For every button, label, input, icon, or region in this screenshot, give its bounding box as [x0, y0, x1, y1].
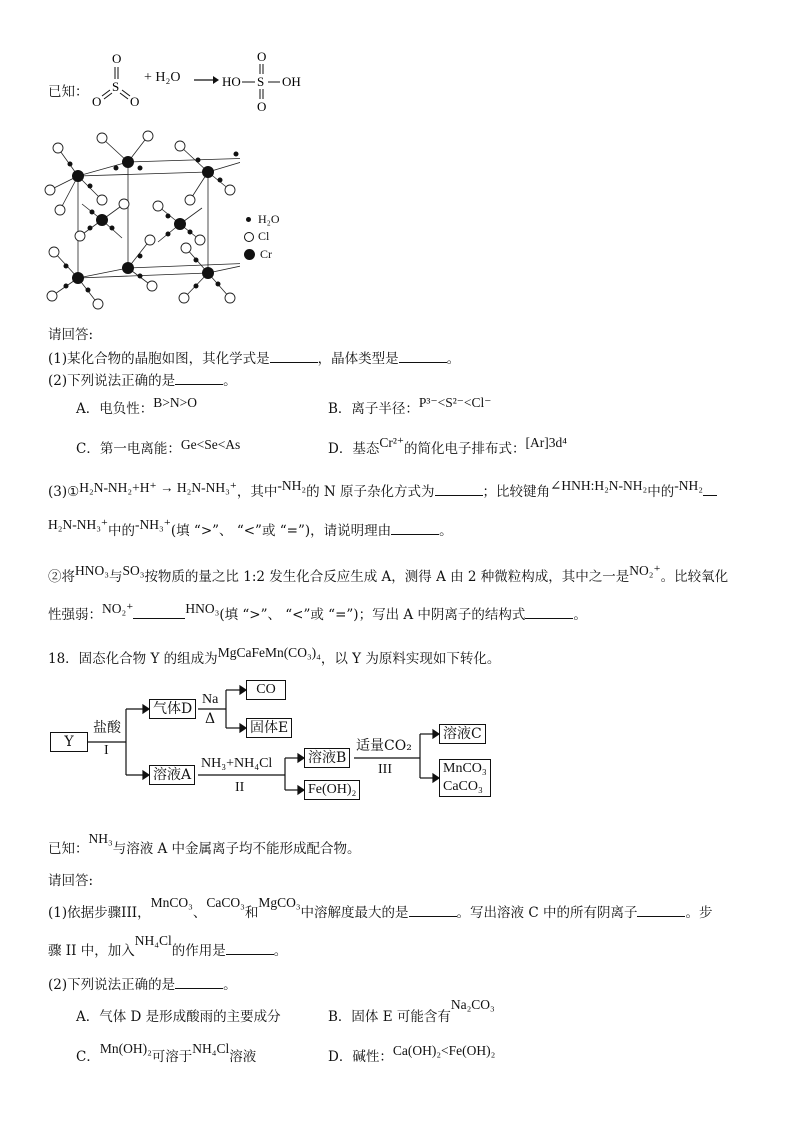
q17-part4-line2: 性强弱：NO₂⁺ HNO₃(填 “>”、 “<”或 “=”)；写出 A 中阴离子的结构式 。: [48, 601, 587, 623]
answer-blank[interactable]: [270, 350, 318, 363]
q18-part1-line1: (1)依据步骤III，MnCO₃、CaCO₃和MgCO₃中溶解度最大的是 。写出溶液 C 中的所有阴离子 。步: [48, 895, 713, 921]
q18-part1-line2: 骤 II 中，加入NH₄Cl的作用是 。: [48, 933, 288, 959]
node-solution-b: 溶液B: [304, 748, 350, 768]
label-co2: 适量CO₂: [356, 738, 412, 754]
legend-cr: Cr: [260, 247, 272, 261]
legend-h2o: H₂O: [258, 212, 280, 226]
q17-part4-line1: ②将HNO₃与SO₃按物质的量之比 1:2 发生化合反应生成 A，测得 A 由 2 种微粒构成，其中之一是NO₂⁺。比较氧化: [48, 563, 729, 585]
crystal-legend: [244, 212, 304, 262]
q18-option-d[interactable]: D．碱性：Ca(OH)₂<Fe(OH)₂: [328, 1043, 496, 1065]
node-co: CO: [246, 680, 286, 700]
cr-marker-icon: [244, 249, 255, 260]
label-na: Na: [202, 692, 219, 707]
q17-part2: (2)下列说法正确的是 。: [48, 373, 237, 389]
answer-blank[interactable]: [399, 350, 447, 363]
h2so4-structure: [222, 48, 312, 114]
q18-known: 已知：NH₃与溶液 A 中金属离子均不能形成配合物。: [48, 831, 361, 857]
atom-o-top: O: [257, 49, 267, 64]
answer-blank[interactable]: [133, 606, 185, 619]
label-delta: Δ: [205, 711, 216, 727]
q18-option-b[interactable]: B．固体 E 可能含有Na₂CO₃: [328, 997, 495, 1025]
precipitate-mnco3: MnCO₃: [443, 761, 487, 776]
answer-blank[interactable]: [525, 606, 573, 619]
node-precipitate: [439, 759, 491, 797]
q18-lead: 请回答:: [48, 873, 94, 889]
answer-blank[interactable]: [391, 522, 439, 535]
atom-ho: HO: [222, 74, 241, 89]
node-solution-c: 溶液C: [439, 724, 486, 744]
answer-blank[interactable]: [175, 976, 223, 989]
atom-s: S: [112, 79, 120, 94]
label-reagent2: NH₃+NH₄Cl: [201, 756, 273, 771]
given-prefix: 已知：: [48, 84, 89, 100]
q18-option-c[interactable]: C．Mn(OH)₂可溶于NH₄Cl溶液: [76, 1041, 257, 1065]
label-step3: III: [378, 762, 392, 777]
reaction-arrow: [193, 74, 219, 86]
plus-water: + H₂O: [144, 70, 181, 85]
q17-option-b[interactable]: B．离子半径：P³⁻<S²⁻<Cl⁻: [328, 395, 492, 417]
atom-s: S: [257, 74, 265, 89]
answer-blank[interactable]: [435, 483, 483, 496]
atom-o-top: O: [112, 51, 122, 66]
q17-part3-line1: (3)①H₂N-NH₂+H⁺ → H₂N-NH₃⁺，其中-NH₂的 N 原子杂化方式为 ；比较键角∠HNH:H₂N-NH₂中的-NH₂: [48, 483, 717, 501]
given-reaction: [0, 0, 800, 115]
node-feoh2: Fe(OH)₂: [304, 780, 360, 800]
label-hcl: 盐酸: [93, 720, 121, 736]
q18-option-a[interactable]: A．气体 D 是形成酸雨的主要成分: [76, 1009, 281, 1025]
node-gas-d: 气体D: [149, 699, 196, 719]
q17-option-c[interactable]: C．第一电离能：Ge<Se<As: [76, 437, 241, 457]
answer-blank[interactable]: [409, 904, 457, 917]
h2o-marker-icon: [246, 217, 251, 222]
label-step2: II: [235, 780, 245, 795]
q18-part2: (2)下列说法正确的是 。: [48, 977, 237, 993]
crystal-cell-figure: [40, 128, 240, 313]
atom-o-left: O: [92, 94, 102, 109]
node-solution-a: 溶液A: [149, 765, 195, 785]
answer-blank[interactable]: [637, 904, 685, 917]
atom-o-bottom: O: [257, 99, 267, 114]
q17-option-a[interactable]: A．电负性：B>N>O: [76, 395, 197, 417]
q18-intro: 18．固态化合物 Y 的组成为MgCaFeMn(CO₃)₄，以 Y 为原料实现如下转化。: [48, 645, 501, 667]
precipitate-caco3: CaCO₃: [443, 779, 483, 794]
cl-marker-icon: [244, 232, 254, 242]
answer-blank[interactable]: [175, 372, 223, 385]
node-y: Y: [50, 732, 88, 752]
atom-oh: OH: [282, 74, 301, 89]
label-step1: I: [104, 743, 109, 758]
node-solid-e: 固体E: [246, 718, 292, 738]
atom-o-right: O: [130, 94, 140, 109]
flowchart: [0, 680, 800, 810]
q17-option-d[interactable]: D．基态Cr²⁺的简化电子排布式：[Ar]3d⁴: [328, 435, 567, 457]
q17-lead: 请回答:: [48, 327, 94, 343]
q17-part1: (1)某化合物的晶胞如图，其化学式是 ，晶体类型是 。: [48, 351, 461, 367]
answer-blank[interactable]: [703, 483, 717, 496]
answer-blank[interactable]: [226, 942, 274, 955]
q17-part3-line2: H₂N-NH₃⁺中的-NH₃⁺(填 “>”、 “<”或 “=”)，请说明理由 。: [48, 517, 453, 539]
legend-cl: Cl: [258, 229, 270, 243]
